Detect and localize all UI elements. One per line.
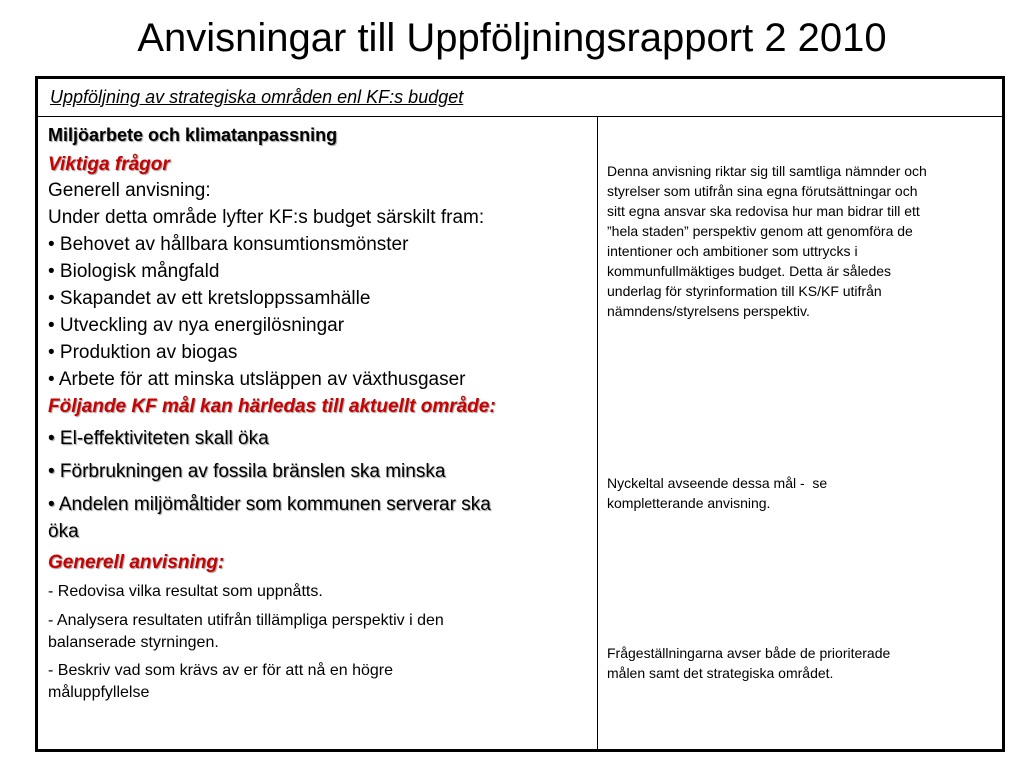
important-questions-heading: Viktiga frågor [48, 154, 170, 175]
paragraph-line: styrelser som utifrån sina egna förutsättningar och [607, 183, 918, 199]
list-item: öka [48, 521, 79, 542]
paragraph-line: kompletterande anvisning. [607, 495, 771, 511]
slide-title: Anvisningar till Uppföljningsrapport 2 2010 [137, 16, 887, 60]
goals-heading: Följande KF mål kan härledas till aktuellt område: [48, 396, 496, 417]
focus-bullet-list [48, 231, 587, 393]
table-header-row [38, 79, 1002, 117]
list-item: • Arbete för att minska utsläppen av växthusgaser [48, 369, 466, 390]
list-item: • Förbrukningen av fossila bränslen ska minska [48, 461, 446, 482]
paragraph-line: sitt egna ansvar ska redovisa hur man bidrar till ett [607, 203, 920, 219]
list-item: • Utveckling av nya energilösningar [48, 315, 345, 336]
list-item: • El-effektiviteten skall öka [48, 428, 269, 449]
list-item: måluppfyllelse [48, 684, 150, 701]
key-figures-paragraph [607, 473, 997, 513]
list-item: - Analysera resultaten utifrån tillämpliga perspektiv i den [48, 612, 444, 629]
paragraph-line: nämndens/styrelsens perspektiv. [607, 303, 810, 319]
list-item: • Andelen miljömåltider som kommunen serverar ska [48, 494, 491, 515]
list-item: balanserade styrningen. [48, 634, 219, 651]
paragraph-line: intentioner och ambitioner som uttrycks i [607, 243, 858, 259]
goals-list [48, 425, 587, 545]
general-label: Generell anvisning: [48, 180, 211, 201]
paragraph-line: Frågeställningarna avser både de prioriterade [607, 645, 891, 661]
section-heading: Miljöarbete och klimatanpassning [48, 125, 338, 145]
general-instruction-heading: Generell anvisning: [48, 552, 225, 573]
list-item: • Produktion av biogas [48, 342, 238, 363]
paragraph-line: Nyckeltal avseende dessa mål - se [607, 475, 828, 491]
list-item: • Behovet av hållbara konsumtionsmönster [48, 234, 409, 255]
instruction-list [48, 579, 587, 704]
left-column [38, 117, 598, 749]
table-header-text: Uppföljning av strategiska områden enl KF:s budget [50, 87, 464, 107]
scope-paragraph [607, 161, 997, 321]
list-item: • Biologisk mångfald [48, 261, 220, 282]
list-item: - Redovisa vilka resultat som uppnåtts. [48, 583, 323, 600]
paragraph-line: målen samt det strategiska området. [607, 665, 834, 681]
list-item: - Beskriv vad som krävs av er för att nå en högre [48, 662, 394, 679]
right-column [598, 117, 1002, 749]
paragraph-line: underlag för styrinformation till KS/KF utifrån [607, 283, 882, 299]
instruction-table [35, 76, 1005, 752]
paragraph-line: ”hela staden” perspektiv genom att genomföra de [607, 223, 913, 239]
questions-paragraph [607, 643, 997, 683]
list-item: • Skapandet av ett kretsloppssamhälle [48, 288, 371, 309]
intro-text: Under detta område lyfter KF:s budget särskilt fram: [48, 207, 485, 228]
paragraph-line: kommunfullmäktiges budget. Detta är således [607, 263, 892, 279]
paragraph-line: Denna anvisning riktar sig till samtliga nämnder och [607, 163, 927, 179]
